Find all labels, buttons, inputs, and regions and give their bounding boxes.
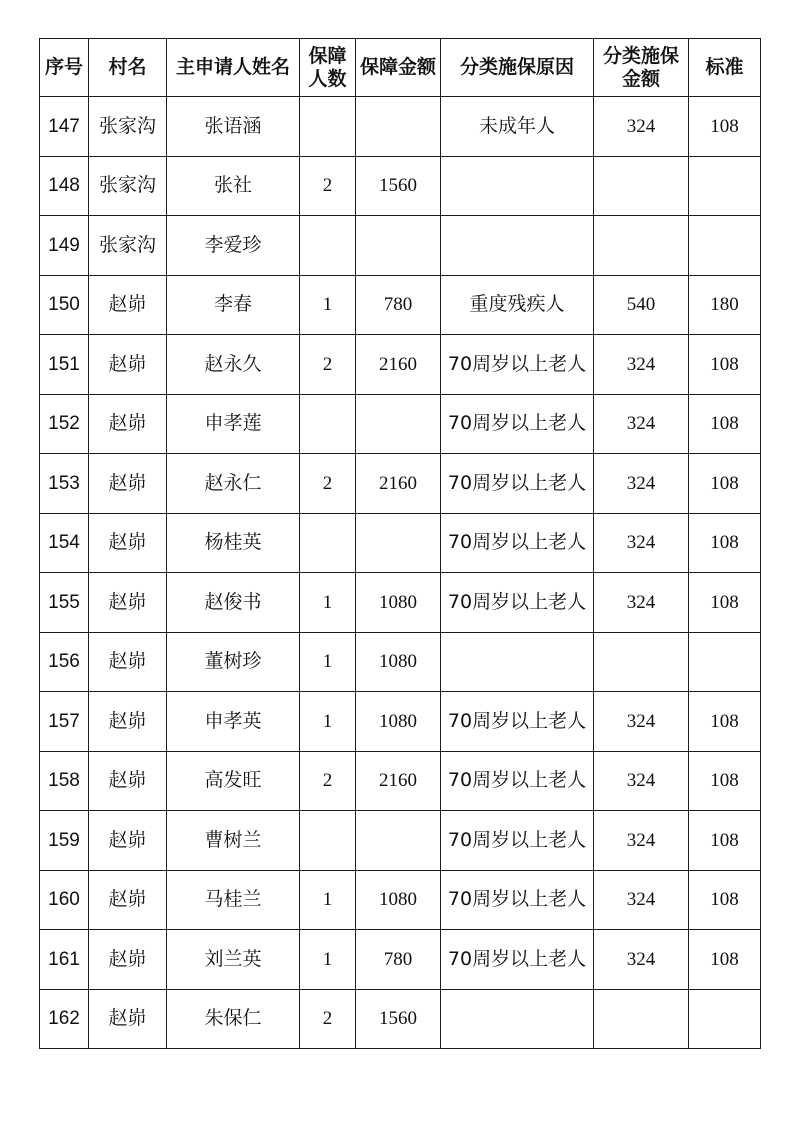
cell-seq: 154 [40,513,89,573]
cell-name: 刘兰英 [167,930,300,990]
cell-standard: 108 [689,573,761,633]
cell-amount: 1080 [356,632,441,692]
cell-standard: 108 [689,335,761,395]
cell-amount: 1080 [356,573,441,633]
cell-seq: 161 [40,930,89,990]
table-row [40,573,761,633]
table-row [40,989,761,1049]
table-row [40,692,761,752]
cell-amount: 780 [356,275,441,335]
cell-name: 杨桂英 [167,513,300,573]
cell-reason: 重度残疾人 [441,275,594,335]
cell-seq: 152 [40,394,89,454]
cell-persons: 1 [300,692,356,752]
cell-class-amount: 324 [594,573,689,633]
cell-amount: 1080 [356,692,441,752]
cell-reason: 70周岁以上老人 [441,811,594,871]
cell-class-amount [594,632,689,692]
cell-village: 赵峁 [89,870,167,930]
table-header [40,39,761,97]
cell-reason: 70周岁以上老人 [441,870,594,930]
cell-village: 赵峁 [89,394,167,454]
table-row [40,870,761,930]
cell-reason [441,632,594,692]
cell-amount: 1560 [356,156,441,216]
cell-village: 赵峁 [89,632,167,692]
cell-village: 赵峁 [89,454,167,514]
cell-persons: 2 [300,989,356,1049]
cell-amount [356,513,441,573]
table-row [40,513,761,573]
cell-amount: 1080 [356,870,441,930]
cell-reason: 70周岁以上老人 [441,394,594,454]
cell-standard [689,989,761,1049]
table-row [40,632,761,692]
cell-amount: 2160 [356,335,441,395]
cell-reason: 70周岁以上老人 [441,335,594,395]
cell-reason: 未成年人 [441,97,594,157]
cell-persons [300,394,356,454]
cell-reason: 70周岁以上老人 [441,454,594,514]
cell-name: 曹树兰 [167,811,300,871]
table-row [40,156,761,216]
cell-class-amount [594,989,689,1049]
cell-class-amount: 324 [594,811,689,871]
cell-village: 赵峁 [89,692,167,752]
cell-persons [300,216,356,276]
table-row [40,335,761,395]
cell-village: 赵峁 [89,513,167,573]
cell-name: 张语涵 [167,97,300,157]
cell-amount: 2160 [356,751,441,811]
cell-name: 申孝莲 [167,394,300,454]
cell-persons: 1 [300,573,356,633]
cell-persons: 2 [300,156,356,216]
cell-seq: 149 [40,216,89,276]
cell-persons: 2 [300,335,356,395]
header-applicant-name: 主申请人姓名 [167,39,300,97]
cell-village: 赵峁 [89,275,167,335]
cell-village: 赵峁 [89,751,167,811]
cell-seq: 148 [40,156,89,216]
cell-amount [356,97,441,157]
cell-standard: 108 [689,692,761,752]
cell-reason: 70周岁以上老人 [441,692,594,752]
cell-class-amount [594,156,689,216]
cell-class-amount: 324 [594,454,689,514]
cell-amount: 780 [356,930,441,990]
cell-class-amount: 324 [594,930,689,990]
header-class-amount: 分类施保金额 [594,39,689,97]
cell-amount: 1560 [356,989,441,1049]
cell-persons [300,513,356,573]
header-amount: 保障金额 [356,39,441,97]
table-row [40,97,761,157]
cell-persons: 2 [300,454,356,514]
cell-name: 马桂兰 [167,870,300,930]
table-row [40,811,761,871]
cell-seq: 159 [40,811,89,871]
cell-standard: 180 [689,275,761,335]
table-row [40,216,761,276]
cell-village: 赵峁 [89,335,167,395]
cell-class-amount: 324 [594,692,689,752]
cell-reason: 70周岁以上老人 [441,573,594,633]
cell-persons: 1 [300,870,356,930]
cell-seq: 147 [40,97,89,157]
header-row [40,39,761,97]
cell-village: 赵峁 [89,811,167,871]
cell-standard: 108 [689,870,761,930]
cell-amount [356,394,441,454]
assistance-roster-table [39,38,761,1049]
cell-standard: 108 [689,751,761,811]
cell-class-amount: 324 [594,394,689,454]
cell-amount [356,216,441,276]
cell-name: 朱保仁 [167,989,300,1049]
cell-reason [441,989,594,1049]
cell-village: 张家沟 [89,156,167,216]
cell-seq: 151 [40,335,89,395]
cell-reason [441,216,594,276]
cell-seq: 153 [40,454,89,514]
cell-class-amount: 540 [594,275,689,335]
header-persons: 保障人数 [300,39,356,97]
cell-persons: 1 [300,930,356,990]
cell-standard: 108 [689,454,761,514]
table-row [40,275,761,335]
cell-standard: 108 [689,97,761,157]
cell-name: 高发旺 [167,751,300,811]
cell-standard [689,632,761,692]
cell-standard [689,156,761,216]
cell-village: 张家沟 [89,216,167,276]
cell-seq: 158 [40,751,89,811]
cell-reason: 70周岁以上老人 [441,513,594,573]
cell-name: 张社 [167,156,300,216]
cell-name: 李春 [167,275,300,335]
cell-amount [356,811,441,871]
cell-seq: 162 [40,989,89,1049]
cell-persons [300,811,356,871]
cell-class-amount: 324 [594,751,689,811]
cell-seq: 156 [40,632,89,692]
header-seq: 序号 [40,39,89,97]
cell-amount: 2160 [356,454,441,514]
cell-seq: 150 [40,275,89,335]
cell-name: 赵俊书 [167,573,300,633]
cell-village: 赵峁 [89,573,167,633]
cell-class-amount: 324 [594,97,689,157]
cell-name: 申孝英 [167,692,300,752]
header-standard: 标准 [689,39,761,97]
cell-name: 赵永仁 [167,454,300,514]
table-body [40,97,761,1049]
cell-class-amount [594,216,689,276]
cell-village: 赵峁 [89,930,167,990]
cell-standard: 108 [689,930,761,990]
cell-village: 张家沟 [89,97,167,157]
table-row [40,454,761,514]
table-row [40,930,761,990]
cell-standard: 108 [689,513,761,573]
cell-reason: 70周岁以上老人 [441,930,594,990]
cell-class-amount: 324 [594,513,689,573]
table-row [40,751,761,811]
cell-seq: 157 [40,692,89,752]
cell-name: 李爱珍 [167,216,300,276]
table-row [40,394,761,454]
cell-seq: 160 [40,870,89,930]
cell-name: 董树珍 [167,632,300,692]
cell-standard: 108 [689,394,761,454]
header-village: 村名 [89,39,167,97]
cell-class-amount: 324 [594,870,689,930]
cell-standard: 108 [689,811,761,871]
cell-village: 赵峁 [89,989,167,1049]
cell-persons: 1 [300,632,356,692]
cell-reason [441,156,594,216]
cell-class-amount: 324 [594,335,689,395]
cell-seq: 155 [40,573,89,633]
cell-persons: 2 [300,751,356,811]
cell-persons: 1 [300,275,356,335]
cell-reason: 70周岁以上老人 [441,751,594,811]
cell-name: 赵永久 [167,335,300,395]
cell-standard [689,216,761,276]
cell-persons [300,97,356,157]
header-reason: 分类施保原因 [441,39,594,97]
